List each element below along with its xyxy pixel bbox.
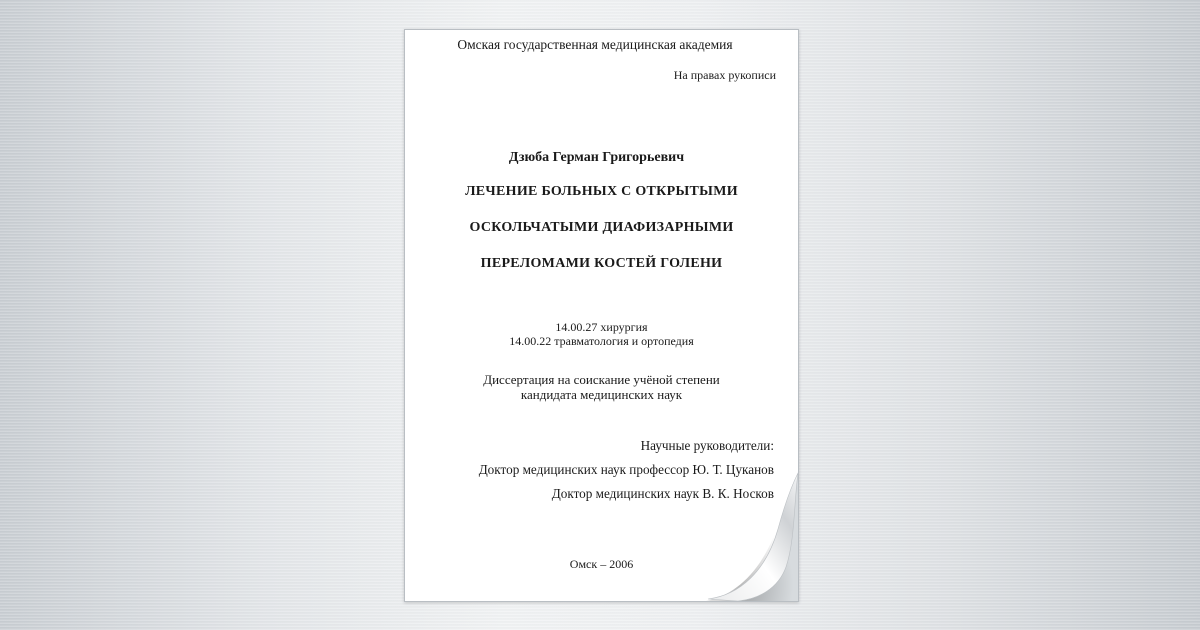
specialty-line-1: 14.00.27 хирургия xyxy=(555,320,648,334)
dissertation-line-1: Диссертация на соискание учёной степени xyxy=(483,372,720,387)
institution-name: Омская государственная медицинская академия xyxy=(457,37,733,52)
place-year: Омск – 2006 xyxy=(569,557,634,571)
title-line-1: ЛЕЧЕНИЕ БОЛЬНЫХ С ОТКРЫТЫМИ xyxy=(465,184,738,199)
author-name: Дзюба Герман Григорьевич xyxy=(508,150,685,165)
supervisor-2: Доктор медицинских наук В. К. Носков xyxy=(551,486,774,501)
rights-note: На правах рукописи xyxy=(673,68,776,82)
supervisor-1: Доктор медицинских наук профессор Ю. Т. Цуканов xyxy=(478,462,774,477)
document-page xyxy=(404,29,799,602)
specialty-line-2: 14.00.22 травматология и ортопедия xyxy=(509,334,694,348)
page-curl-icon xyxy=(698,471,798,601)
title-line-3: ПЕРЕЛОМАМИ КОСТЕЙ ГОЛЕНИ xyxy=(480,256,723,271)
supervisors-heading: Научные руководители: xyxy=(640,438,774,453)
title-line-2: ОСКОЛЬЧАТЫМИ ДИАФИЗАРНЫМИ xyxy=(469,220,734,235)
dissertation-line-2: кандидата медицинских наук xyxy=(520,387,683,402)
